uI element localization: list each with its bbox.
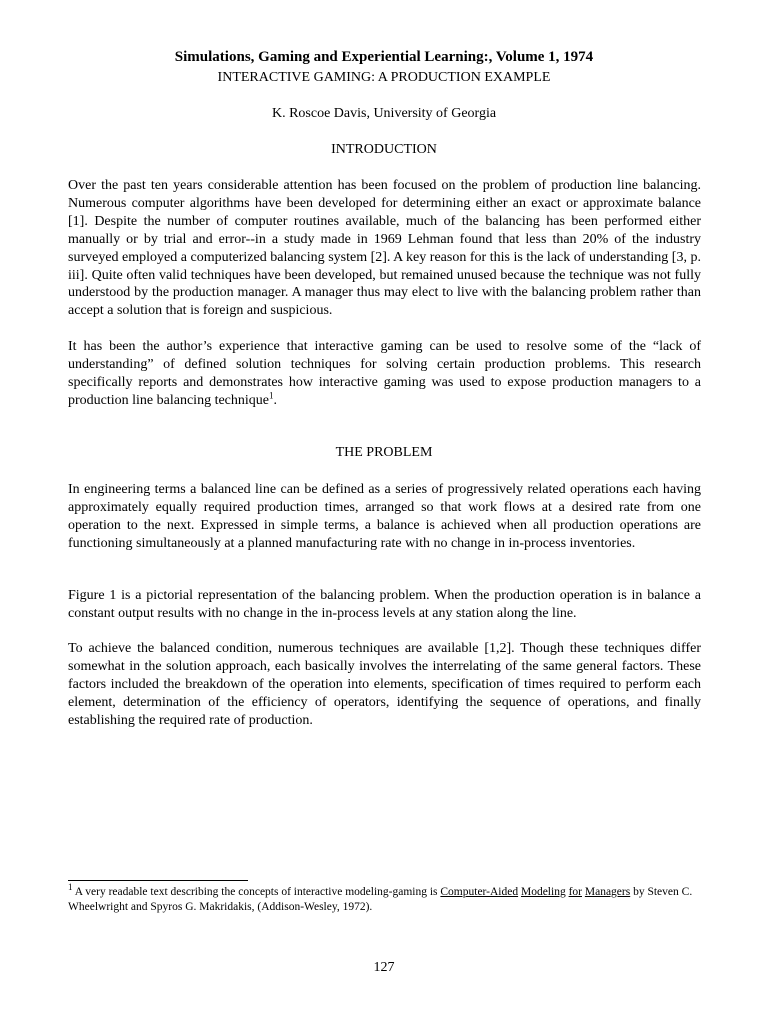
introduction-paragraph-2 bbox=[68, 338, 701, 410]
footnote-text-before: A very readable text describing the concepts of interactive modeling-gaming is bbox=[72, 886, 441, 898]
footnote-text-after: by Steven C. Wheelwright and Spyros G. Makridakis, (Addison-Wesley, 1972). bbox=[68, 886, 693, 913]
introduction-paragraph-2-text: It has been the author’s experience that interactive gaming can be used to resolve some of the “lack of understanding” of defined solution techniques for solving certain production problems. This research specifically reports and demonstrates how interactive gaming was used to expose production managers to a production line balancing technique bbox=[68, 339, 701, 408]
footnote-reference[interactable]: 1 bbox=[269, 390, 274, 401]
page-number: 127 bbox=[373, 960, 395, 975]
problem-paragraph-3: To achieve the balanced condition, numerous techniques are available [1,2]. Though these techniques differ somewhat in the solution approach, each basically involves the interrelating of the same general factors. These factors included the breakdown of the operation into elements, specification of times required to perform each element, determination of the efficiency of operators, identifying the sequence of operations, and finally establishing the required rate of production. bbox=[68, 641, 701, 728]
footnote-book-title-word-3: for bbox=[568, 886, 582, 898]
journal-title: Simulations, Gaming and Experiential Learning:, Volume 1, 1974 bbox=[174, 49, 594, 65]
introduction-paragraph-2-end: . bbox=[273, 392, 277, 408]
footnote-book-title-word-4: Managers bbox=[584, 886, 631, 898]
author-line: K. Roscoe Davis, University of Georgia bbox=[271, 106, 497, 121]
footnote-book-title-word-2: Modeling bbox=[520, 886, 566, 898]
introduction-paragraph-1: Over the past ten years considerable attention has been focused on the problem of production line balancing. Numerous computer algorithms have been developed for determining either an exact or approximate balance [1]. Despite the number of computer routines available, much of the balancing has been performed either manually or by trial and error--in a study made in 1969 Lehman found that less than 20% of the industry surveyed employed a computerized balancing system [2]. A key reason for this is the lack of understanding [3, p. iii]. Quite often valid techniques have been developed, but remained unused because the technique was not fully understood by the production manager. A manager thus may elect to live with the balancing problem rather than accept a solution that is foreign and suspicious. bbox=[68, 178, 701, 319]
problem-heading: THE PROBLEM bbox=[335, 445, 433, 460]
paper-title: INTERACTIVE GAMING: A PRODUCTION EXAMPLE bbox=[217, 70, 551, 85]
footnote bbox=[68, 882, 701, 915]
footnote-book-title-word-1: Computer-Aided bbox=[440, 886, 519, 898]
problem-paragraph-2: Figure 1 is a pictorial representation of the balancing problem. When the production operation is in balance a constant output results with no change in the in-process levels at any station along the line. bbox=[68, 588, 701, 621]
footnote-mark: 1 bbox=[68, 882, 73, 893]
problem-paragraph-1: In engineering terms a balanced line can be defined as a series of progressively related operations each having approximately equally required production times, arranged so that work flows at a desired rate from one operation to the next. Expressed in simple terms, a balance is achieved when all production operations are functioning simultaneously at a planned manufacturing rate with no change in in-process inventories. bbox=[68, 482, 701, 551]
introduction-heading: INTRODUCTION bbox=[331, 142, 437, 157]
footnote-divider bbox=[68, 880, 248, 881]
